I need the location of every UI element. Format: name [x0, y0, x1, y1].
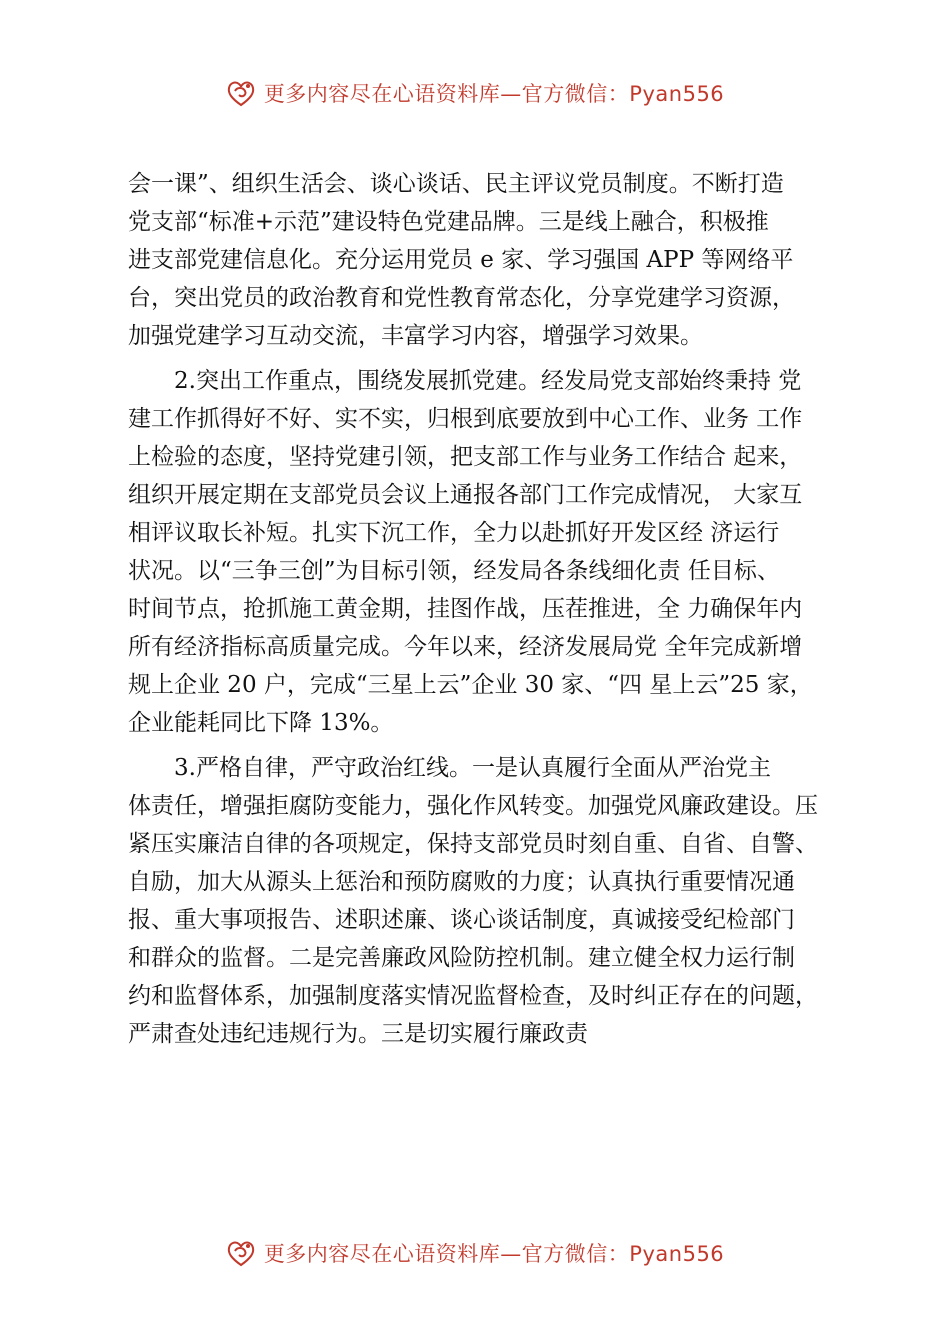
- text-line: 企业能耗同比下降 13%。: [128, 710, 394, 736]
- text-line: 相评议取长补短。扎实下沉工作，全力以赴抓好开发区经 济运行: [128, 520, 780, 546]
- text-line: 党支部“标准+示范”建设特色党建品牌。三是线上融合，积极推: [128, 209, 769, 235]
- text-line: 约和监督体系，加强制度落实情况监督检查，及时纠正存在的问题，: [128, 983, 818, 1009]
- text-line: 上检验的态度，坚持党建引领，把支部工作与业务工作结合 起来，: [128, 444, 803, 470]
- text-line: 所有经济指标高质量完成。今年以来，经济发展局党 全年完成新增: [128, 634, 803, 660]
- text-line: 3.严格自律，严守政治红线。一是认真履行全面从严治党主: [174, 755, 771, 781]
- text-line: 规上企业 20 户，完成“三星上云”企业 30 家、“四 星上云”25 家，: [128, 672, 813, 698]
- heart-swirl-logo-icon: [226, 78, 256, 108]
- text-line: 和群众的监督。二是完善廉政风险防控机制。建立健全权力运行制: [128, 945, 795, 971]
- text-line: 2.突出工作重点，围绕发展抓党建。经发局党支部始终秉持 党: [174, 368, 802, 394]
- header-watermark: [0, 73, 950, 113]
- watermark-text: 更多内容尽在心语资料库—官方微信：Pyan556: [263, 82, 725, 106]
- text-line: 报、重大事项报告、述职述廉、谈心谈话制度，真诚接受纪检部门: [128, 907, 795, 933]
- text-line: 时间节点，抢抓施工黄金期，挂图作战，压茬推进，全 力确保年内: [128, 596, 803, 622]
- text-line: 台，突出党员的政治教育和党性教育常态化，分享党建学习资源，: [128, 285, 795, 311]
- watermark-text: 更多内容尽在心语资料库—官方微信：Pyan556: [263, 1242, 725, 1266]
- document-body: [128, 165, 863, 1053]
- text-line: 进支部党建信息化。充分运用党员 e 家、学习强国 APP 等网络平: [128, 247, 794, 273]
- text-line: 紧压实廉洁自律的各项规定，保持支部党员时刻自重、自省、自警、: [128, 831, 818, 857]
- text-line: 自励，加大从源头上惩治和预防腐败的力度；认真执行重要情况通: [128, 869, 795, 895]
- text-line: 加强党建学习互动交流，丰富学习内容，增强学习效果。: [128, 323, 703, 349]
- text-line: 体责任，增强拒腐防变能力，强化作风转变。加强党风廉政建设。压: [128, 793, 818, 819]
- text-line: 严肃查处违纪违规行为。三是切实履行廉政责: [128, 1021, 588, 1047]
- footer-watermark: [0, 1233, 950, 1273]
- text-line: 状况。以“三争三创”为目标引领，经发局各条线细化责 任目标、: [128, 558, 780, 584]
- text-line: 组织开展定期在支部党员会议上通报各部门工作完成情况， 大家互: [128, 482, 803, 508]
- text-line: 建工作抓得好不好、实不实，归根到底要放到中心工作、业务 工作: [128, 406, 803, 432]
- text-line: 会一课”、组织生活会、谈心谈话、民主评议党员制度。不断打造: [128, 171, 784, 197]
- heart-swirl-logo-icon: [226, 1238, 256, 1268]
